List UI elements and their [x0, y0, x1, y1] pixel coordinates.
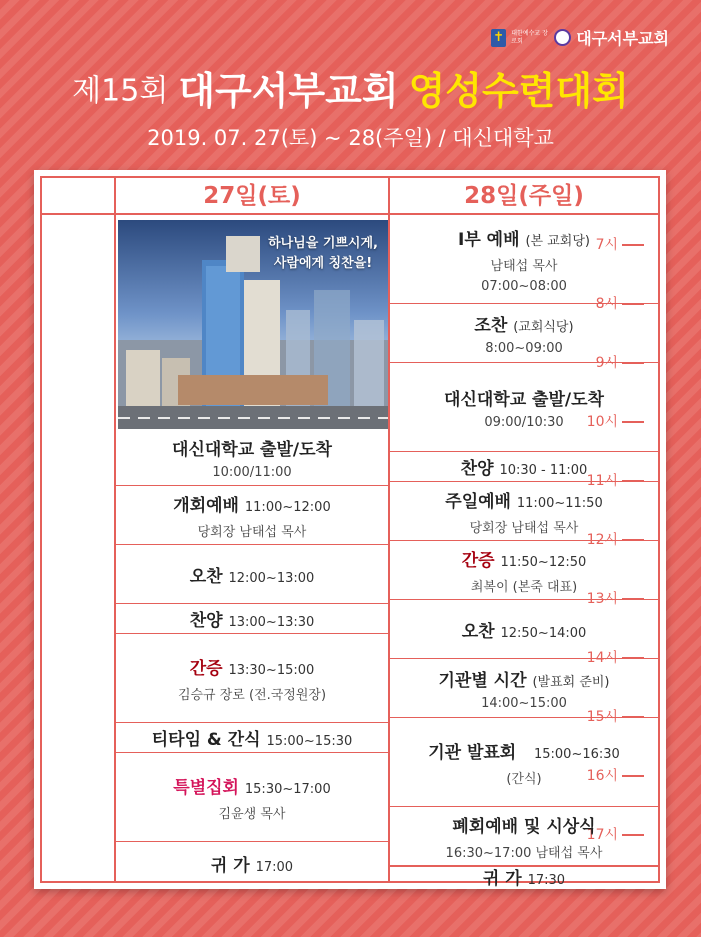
- day2-event: [390, 866, 658, 889]
- church-building-photo: [118, 220, 388, 429]
- event-sub: 14:00~15:00: [481, 695, 567, 711]
- header-day2: 28일(주일): [390, 178, 658, 215]
- event-time: 12:50~14:00: [500, 625, 587, 641]
- event-title: 대신대학교 출발/도착: [444, 389, 604, 410]
- event-time: 17:30: [527, 872, 566, 888]
- church-logo: [491, 26, 669, 49]
- header-day1: 27일(토): [116, 178, 388, 215]
- event-sub: 남태섭 목사: [490, 258, 558, 274]
- event-title: 폐회예배 및 시상식: [452, 816, 596, 837]
- time-label: 11시: [587, 474, 644, 488]
- day1-event: [116, 486, 388, 545]
- event-title: Ⅰ부 예배: [458, 229, 520, 250]
- day1-event: [116, 429, 388, 486]
- event-sub: 16:30~17:00 남태섭 목사: [445, 845, 603, 861]
- event-title: 오찬: [461, 621, 495, 642]
- event-title: 찬양: [460, 459, 494, 479]
- event-sub: 김윤생 목사: [218, 806, 286, 822]
- schedule-table: [40, 176, 660, 889]
- event-sub: 8:00~09:00: [485, 340, 563, 356]
- event-note: (교회식당): [513, 319, 574, 335]
- time-label: 15시: [587, 710, 644, 724]
- event-title: 기관별 시간: [438, 670, 527, 691]
- time-label: 14시: [587, 651, 644, 665]
- event-title: 주일예배: [445, 491, 511, 512]
- photo-caption-line1: 하나님을 기쁘시게,: [268, 236, 378, 251]
- event-title: 간증: [461, 550, 495, 571]
- denomination-label: 대한예수교 장로회: [511, 29, 548, 45]
- event-time: 15:30~17:00: [244, 781, 331, 797]
- event-time: 13:00~13:30: [228, 615, 315, 630]
- title-church: 대구서부교회: [178, 69, 399, 113]
- event-sub: 10:00/11:00: [212, 464, 292, 480]
- event-title: 조찬: [474, 315, 508, 336]
- day1-event: [116, 723, 388, 753]
- event-time: 11:00~12:00: [244, 499, 331, 515]
- event-sub: 최복이 (본죽 대표): [470, 579, 578, 595]
- event-title: 간증: [189, 658, 223, 679]
- day1-event: [116, 753, 388, 842]
- event-time: 10:30 - 11:00: [499, 463, 588, 478]
- day2-event: [390, 659, 658, 718]
- event-title: 티타임 & 간식: [151, 730, 261, 750]
- event-title: 귀 가: [210, 856, 250, 876]
- event-note: (본 교회당): [525, 233, 590, 249]
- time-label: 13시: [587, 592, 644, 606]
- photo-caption: [268, 234, 378, 274]
- event-title: 오찬: [189, 566, 223, 587]
- church-seal-icon: [554, 29, 571, 46]
- day2-event: [390, 718, 658, 807]
- day1-event: [116, 842, 388, 885]
- event-date: 2019. 07. 27(토) ~ 28(주일) / 대신대학교: [147, 126, 554, 150]
- day2-event: [390, 215, 658, 304]
- time-label: 12시: [587, 533, 644, 547]
- event-title: 개회예배: [173, 495, 239, 516]
- day2-event: [390, 304, 658, 363]
- event-sub: 김승규 장로 (전.국정원장): [177, 687, 327, 703]
- day2-event: [390, 363, 658, 452]
- event-title: 대신대학교 출발/도착: [172, 439, 332, 460]
- event-sub: (간식): [506, 771, 542, 787]
- church-name: 대구서부교회: [576, 29, 669, 48]
- time-label: 10시: [587, 415, 644, 429]
- event-note: (발표회 준비): [532, 674, 610, 690]
- time-label: 17시: [587, 828, 644, 842]
- event-title: 찬양: [189, 611, 223, 631]
- event-time: 11:00~11:50: [516, 495, 603, 511]
- header-empty: [42, 178, 114, 215]
- event-sub: 09:00/10:30: [484, 414, 564, 430]
- event-sub: 당회장 남태섭 목사: [469, 520, 579, 536]
- day1-event: [116, 545, 388, 604]
- event-time: 13:30~15:00: [228, 662, 315, 678]
- day1-event: [116, 634, 388, 723]
- event-time: 17:00: [255, 860, 294, 875]
- day2-event: [390, 452, 658, 482]
- event-title: 기관 발표회: [428, 742, 517, 763]
- event-time: 15:00~15:30: [266, 734, 353, 749]
- day2-event: [390, 807, 658, 866]
- event-time: 11:50~12:50: [500, 554, 587, 570]
- time-label: 7시: [596, 238, 644, 252]
- time-label: 16시: [587, 769, 644, 783]
- title-event: 영성수련대회: [408, 69, 629, 113]
- time-label: 8시: [596, 297, 644, 311]
- title-edition: 제15회: [72, 73, 169, 109]
- cross-icon: ✝: [491, 29, 506, 47]
- photo-caption-line2: 사람에게 칭찬을!: [273, 256, 373, 271]
- event-time: 12:00~13:00: [228, 570, 315, 586]
- schedule-panel: [34, 170, 666, 889]
- day1-event: [116, 604, 388, 634]
- page-title: [0, 60, 701, 115]
- event-sub2: 07:00~08:00: [481, 278, 567, 294]
- event-sub: 당회장 남태섭 목사: [197, 524, 307, 540]
- event-title: 귀 가: [482, 868, 522, 889]
- time-label: 9시: [596, 356, 644, 370]
- event-title: 특별집회: [173, 777, 239, 798]
- day2-event: [390, 600, 658, 659]
- day2-event: [390, 482, 658, 541]
- day2-event: [390, 541, 658, 600]
- event-time: 15:00~16:30: [533, 746, 620, 762]
